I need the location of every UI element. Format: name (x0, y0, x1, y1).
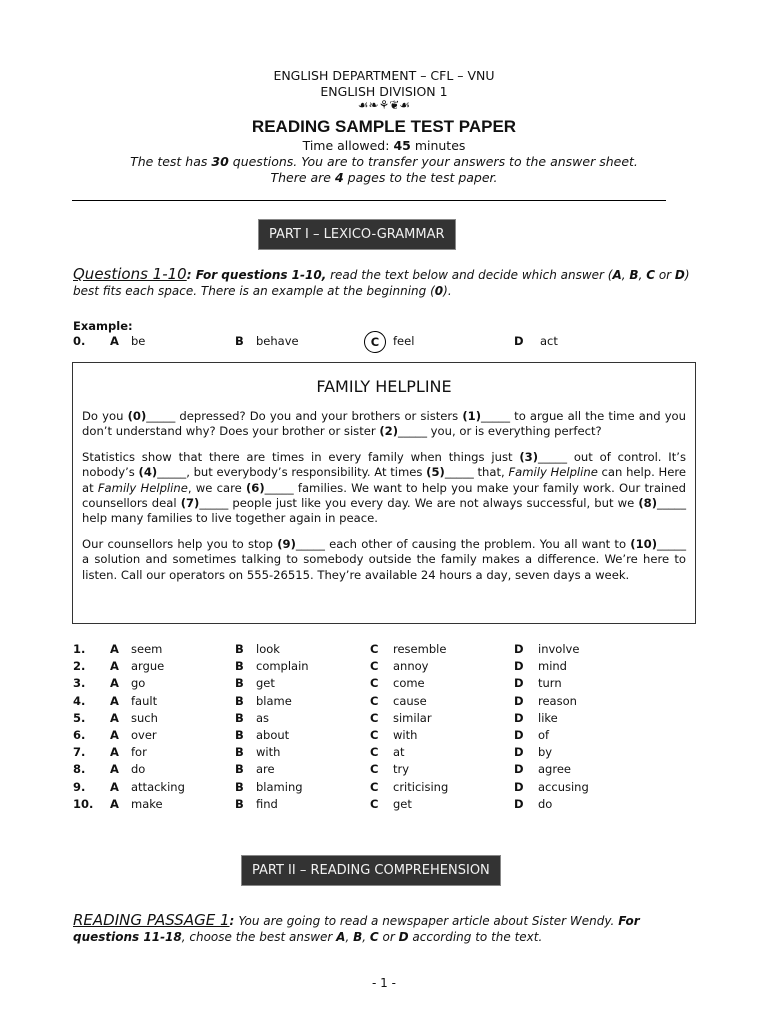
option-a: do (131, 762, 146, 777)
answer-row (73, 780, 693, 797)
passage-text: _____ a solution and sometimes talking to somebody outside the family makes a difference. We’re here to listen. Call our operators on 555-26515. They’re available 24 hours a day, seven days a week. (82, 537, 686, 582)
q-bold: For questions 1-10, (195, 268, 327, 282)
option-a: argue (131, 659, 165, 674)
passage-text: _____ help many families to live together again in peace. (82, 495, 687, 526)
option-letter-b: B (235, 745, 244, 760)
questions-count: 30 (211, 154, 229, 169)
option-letter-d: D (514, 659, 524, 674)
ans-a: A (336, 930, 346, 944)
option-letter-a: A (110, 659, 119, 674)
option-b: blame (256, 693, 292, 708)
passage-paragraph-1 (82, 409, 686, 440)
option-letter-c: C (370, 710, 379, 725)
colon: : (229, 914, 239, 928)
option-b: find (256, 796, 278, 811)
ans-b: B (353, 930, 363, 944)
header-divider (72, 200, 666, 201)
opt-d: D (674, 268, 685, 282)
option-c: similar (393, 710, 432, 725)
option-c: annoy (393, 659, 429, 674)
option-b: get (256, 676, 275, 691)
example-c-circled: C (364, 331, 386, 353)
helpline-name: Family Helpline (508, 465, 598, 480)
gap-number: (6) (245, 480, 265, 495)
option-letter-b: B (235, 710, 244, 725)
answer-row (73, 728, 693, 745)
option-b: look (256, 642, 280, 656)
or-word: or (378, 930, 399, 944)
passage-text: _____ families. We want to help you make your family work. Our trained counsellors deal (82, 480, 686, 510)
option-b: are (256, 762, 275, 777)
passage-text: Statistics show that there are times in every family when things just (82, 450, 520, 464)
example-b: behave (256, 334, 299, 348)
option-letter-a: A (110, 676, 119, 691)
passage-text: _____ each other of causing the problem. You all want to (295, 537, 631, 551)
example-a: be (131, 334, 146, 348)
q-text2: ) (684, 268, 690, 282)
example-a-letter: A (110, 334, 119, 348)
option-b: complain (256, 659, 309, 674)
example-c: feel (393, 334, 415, 348)
gap-number: (4) (138, 465, 158, 480)
option-letter-c: C (370, 745, 379, 760)
option-d: agree (538, 762, 571, 777)
option-b: with (256, 745, 281, 760)
gap-number: (8) (638, 495, 658, 510)
questions-suffix: questions. You are to transfer your answers to the answer sheet. (228, 154, 638, 169)
option-letter-b: B (235, 796, 244, 811)
option-letter-a: A (110, 642, 119, 656)
option-letter-d: D (514, 728, 524, 742)
opt-c: C (646, 268, 656, 282)
question-number: 6. (73, 728, 86, 742)
option-letter-a: A (110, 779, 119, 794)
passage-text: _____ out of control. It’s nobody’s (82, 450, 686, 480)
passage-paragraph-2 (82, 450, 686, 526)
helpline-name: Family Helpline (97, 480, 188, 495)
option-letter-b: B (235, 762, 244, 777)
question-number: 3. (73, 676, 86, 691)
question-number: 2. (73, 659, 86, 674)
answer-row (73, 676, 693, 693)
time-value: 45 (393, 138, 411, 153)
answer-row (73, 694, 693, 711)
questions-heading: Questions 1-10 (73, 265, 187, 283)
option-letter-b: B (235, 676, 244, 691)
option-letter-c: C (370, 762, 379, 777)
questions-instructions (73, 266, 693, 299)
option-d: accusing (538, 779, 589, 794)
option-letter-d: D (514, 710, 524, 725)
option-letter-d: D (514, 693, 524, 708)
pages-count: 4 (334, 170, 344, 185)
option-letter-c: C (370, 659, 379, 674)
question-number: 1. (73, 642, 86, 656)
option-d: turn (538, 676, 562, 691)
gap-number: (2) (379, 424, 399, 439)
colon: : (186, 268, 196, 282)
gap-number: (9) (277, 537, 296, 551)
passage-text: _____ depressed? Do you and your brothers or sisters (146, 409, 463, 423)
comma: , (362, 930, 370, 944)
question-number: 9. (73, 779, 86, 794)
option-d: like (538, 710, 558, 725)
option-letter-b: B (235, 779, 244, 794)
answer-row (73, 762, 693, 779)
passage-title: FAMILY HELPLINE (316, 377, 452, 396)
passage-text: can help. Here at (82, 465, 687, 495)
passage-text: _____, but everybody’s responsibility. At times (157, 465, 427, 480)
option-d: involve (538, 642, 580, 656)
time-allowed (0, 138, 768, 153)
ans-d: D (398, 930, 409, 944)
option-b: about (256, 728, 290, 742)
option-d: do (538, 796, 553, 811)
q-line2-prefix: best fits each space. There is an example at the beginning ( (73, 284, 435, 298)
pages-prefix: There are (270, 170, 335, 185)
passage-text: Our counsellors help you to stop (82, 537, 278, 551)
option-a: for (131, 745, 147, 760)
example-row (73, 334, 693, 352)
option-letter-b: B (235, 642, 244, 656)
option-letter-d: D (514, 642, 524, 656)
option-a: such (131, 710, 158, 725)
passage-text: _____ people just like you every day. We are not always successful, but we (199, 495, 639, 510)
option-b: blaming (256, 779, 303, 794)
option-c: try (393, 762, 410, 777)
passage-paragraph-3 (82, 537, 686, 583)
option-letter-d: D (514, 796, 524, 811)
division-line: ENGLISH DIVISION 1 (320, 84, 448, 99)
option-c: come (393, 676, 425, 691)
part2-label: PART II – READING COMPREHENSION (241, 855, 501, 886)
option-letter-b: B (235, 728, 244, 742)
answer-row (73, 642, 693, 659)
department-line: ENGLISH DEPARTMENT – CFL – VNU (273, 68, 495, 83)
option-letter-a: A (110, 710, 119, 725)
answer-row (73, 745, 693, 762)
option-letter-b: B (235, 693, 244, 708)
answer-row (73, 711, 693, 728)
comma: , (621, 268, 630, 282)
example-d: act (540, 334, 558, 348)
option-d: reason (538, 693, 577, 708)
option-letter-a: A (110, 745, 119, 760)
comma: , (345, 930, 354, 944)
option-letter-c: C (370, 693, 379, 708)
option-letter-d: D (514, 779, 524, 794)
option-a: fault (131, 693, 158, 708)
option-letter-d: D (514, 762, 524, 777)
gap-number: (7) (180, 495, 200, 510)
time-prefix: Time allowed: (302, 138, 394, 153)
questions-prefix: The test has (130, 154, 212, 169)
option-a: seem (131, 642, 163, 656)
question-number: 8. (73, 762, 86, 777)
option-letter-b: B (235, 659, 244, 674)
option-c: cause (393, 693, 427, 708)
option-letter-c: C (370, 642, 379, 656)
gap-number: (1) (462, 409, 482, 423)
option-letter-a: A (110, 796, 119, 811)
part1-label: PART I – LEXICO-GRAMMAR (258, 219, 456, 250)
passage-text: _____ you, or is everything perfect? (398, 424, 602, 439)
or-word: or (655, 268, 675, 282)
opt-b: B (629, 268, 639, 282)
q-text1: read the text below and decide which answer ( (326, 268, 613, 282)
reading-passage-instructions (73, 912, 693, 945)
question-number: 10. (73, 796, 94, 811)
gap-number: (3) (519, 450, 539, 464)
option-letter-c: C (370, 728, 379, 742)
gap-number: (10) (630, 537, 658, 551)
option-a: make (131, 796, 163, 811)
option-letter-c: C (370, 796, 379, 811)
option-letter-a: A (110, 762, 119, 777)
question-number: 5. (73, 710, 86, 725)
gap-number: (0) (127, 409, 147, 423)
option-c: get (393, 796, 412, 811)
option-letter-c: C (370, 676, 379, 691)
passage-text: _____ to argue all the time and you don’t understand why? Does your brother or sister (82, 409, 686, 439)
example-b-letter: B (235, 334, 244, 348)
example-d-letter: D (514, 334, 524, 348)
option-d: of (538, 728, 550, 742)
passage-text: Do you (82, 409, 128, 423)
line2-mid: , choose the best answer (181, 930, 337, 944)
option-d: mind (538, 659, 567, 674)
option-a: go (131, 676, 146, 691)
page-title: READING SAMPLE TEST PAPER (251, 117, 517, 136)
option-letter-a: A (110, 728, 119, 742)
option-c: criticising (393, 779, 449, 794)
opt-a: A (612, 268, 622, 282)
passage-text: , we care (187, 480, 246, 495)
passage-text: _____ that, (444, 465, 509, 480)
answer-row (73, 659, 693, 676)
reading-passage-heading: READING PASSAGE 1 (73, 911, 230, 929)
option-b: as (256, 710, 270, 725)
questions-range: questions 11-18 (73, 930, 182, 944)
passage-intro: You are going to read a newspaper article about Sister Wendy. (238, 914, 619, 928)
for-word: For (618, 914, 640, 928)
question-number: 7. (73, 745, 86, 760)
option-a: over (131, 728, 157, 742)
q-line2-bold: 0 (434, 284, 444, 298)
ans-c: C (369, 930, 379, 944)
option-letter-a: A (110, 693, 119, 708)
example-number: 0. (73, 334, 86, 348)
option-a: attacking (131, 779, 185, 794)
option-d: by (538, 745, 553, 760)
option-letter-d: D (514, 745, 524, 760)
option-letter-d: D (514, 676, 524, 691)
line2-end: according to the text. (408, 930, 543, 944)
option-c: resemble (393, 642, 447, 656)
answer-row (73, 797, 693, 814)
comma: , (638, 268, 647, 282)
passage-box (72, 362, 696, 624)
questions-note (0, 154, 768, 169)
page-number: - 1 - (372, 976, 396, 990)
q-line2-suffix: ). (443, 284, 452, 298)
example-label: Example: (73, 319, 133, 333)
ornament: ☙❧⚘❦☙ (357, 98, 411, 112)
option-c: at (393, 745, 405, 760)
option-c: with (393, 728, 418, 742)
option-letter-c: C (370, 779, 379, 794)
question-number: 4. (73, 693, 86, 708)
time-suffix: minutes (410, 138, 466, 153)
pages-suffix: pages to the test paper. (343, 170, 498, 185)
gap-number: (5) (426, 465, 445, 480)
pages-note (0, 170, 768, 185)
